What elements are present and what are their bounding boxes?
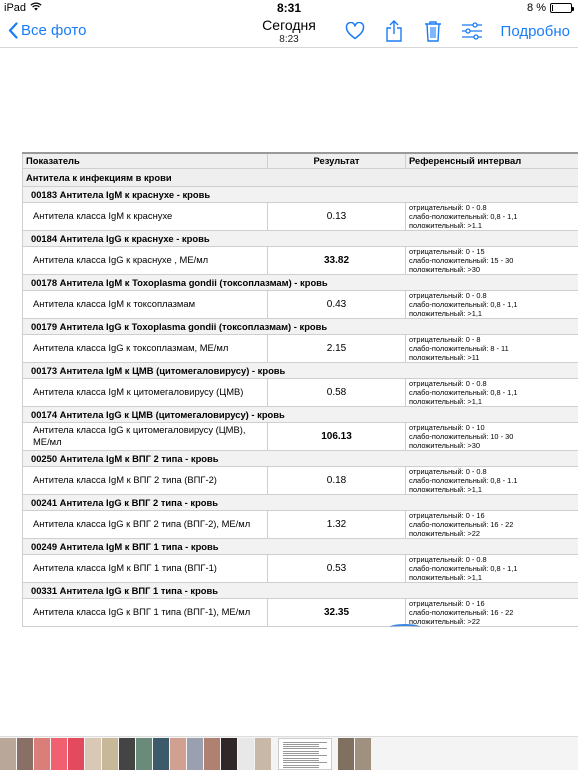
test-name: Антитела класса IgG к ВПГ 2 типа (ВПГ-2), МЕ/мл xyxy=(23,510,268,538)
lab-report xyxy=(22,152,578,627)
test-name: Антитела класса IgM к токсоплазмам xyxy=(23,290,268,318)
adjust-sliders-icon[interactable] xyxy=(461,20,483,42)
battery-percent: 8 % xyxy=(527,2,546,14)
table-header xyxy=(23,153,578,168)
table-row xyxy=(23,334,578,362)
test-group-title: 00179 Антитела IgG к Toxoplasma gondii (токсоплазмам) - кровь xyxy=(23,318,578,334)
test-result: 0.58 xyxy=(268,378,406,406)
reference-interval xyxy=(406,554,578,582)
test-group-row xyxy=(23,582,578,598)
section-row xyxy=(23,168,578,186)
reference-line: слабо-положительный: 8 - 11 xyxy=(409,343,509,353)
nav-actions xyxy=(327,20,570,42)
share-icon[interactable] xyxy=(383,20,405,42)
thumbnail[interactable] xyxy=(187,738,203,770)
reference-line: положительный: >1.1 xyxy=(409,220,482,230)
thumbnail[interactable] xyxy=(170,738,186,770)
reference-interval xyxy=(406,290,578,318)
test-group-title: 00174 Антитела IgG к ЦМВ (цитомегаловирусу) - кровь xyxy=(23,406,578,422)
thumbnail[interactable] xyxy=(204,738,220,770)
reference-interval xyxy=(406,510,578,538)
back-label: Все фото xyxy=(21,22,87,39)
test-group-row xyxy=(23,230,578,246)
device-name: iPad xyxy=(4,2,27,14)
thumbnail[interactable] xyxy=(136,738,152,770)
reference-line: отрицательный: 0 - 0.8 xyxy=(409,202,487,212)
reference-line: положительный: >1,1 xyxy=(409,308,482,318)
reference-line: положительный: >1,1 xyxy=(409,396,482,406)
thumbnail[interactable] xyxy=(255,738,271,770)
table-row xyxy=(23,378,578,406)
reference-line: отрицательный: 0 - 0.8 xyxy=(409,466,487,476)
reference-line: положительный: >30 xyxy=(409,440,480,450)
header-result: Результат xyxy=(268,153,406,168)
reference-interval xyxy=(406,598,578,626)
test-result: 0.18 xyxy=(268,466,406,494)
results-table xyxy=(22,152,578,627)
battery-icon xyxy=(550,3,572,13)
reference-line: отрицательный: 0 - 16 xyxy=(409,510,485,520)
reference-line: отрицательный: 0 - 0.8 xyxy=(409,378,487,388)
thumbnail[interactable] xyxy=(221,738,237,770)
scroll-indicator xyxy=(390,624,420,630)
test-group-row xyxy=(23,538,578,554)
reference-interval xyxy=(406,466,578,494)
reference-line: слабо-положительный: 0,8 - 1,1 xyxy=(409,387,518,397)
reference-line: отрицательный: 0 - 0.8 xyxy=(409,290,487,300)
test-result: 33.82 xyxy=(268,246,406,274)
test-group-title: 00331 Антитела IgG к ВПГ 1 типа - кровь xyxy=(23,582,578,598)
test-name: Антитела класса IgG к ВПГ 1 типа (ВПГ-1), МЕ/мл xyxy=(23,598,268,626)
nav-bar xyxy=(0,16,578,48)
reference-line: положительный: >22 xyxy=(409,616,480,626)
test-result: 0.43 xyxy=(268,290,406,318)
test-name: Антитела класса IgM к ВПГ 2 типа (ВПГ-2) xyxy=(23,466,268,494)
header-reference: Референсный интервал xyxy=(406,153,578,168)
thumbnail[interactable] xyxy=(338,738,354,770)
test-group-row xyxy=(23,186,578,202)
thumbnail[interactable] xyxy=(153,738,169,770)
test-result: 0.13 xyxy=(268,202,406,230)
test-group-row xyxy=(23,494,578,510)
reference-line: положительный: >30 xyxy=(409,264,480,274)
test-name: Антитела класса IgG к цитомегаловирусу (ЦМВ), МЕ/мл xyxy=(23,422,268,450)
page-subtitle: 8:23 xyxy=(279,34,299,45)
page-title: Сегодня xyxy=(262,17,316,33)
reference-line: слабо-положительный: 0,8 - 1,1 xyxy=(409,211,518,221)
reference-line: отрицательный: 0 - 10 xyxy=(409,422,485,432)
thumbnail[interactable] xyxy=(0,738,16,770)
test-group-row xyxy=(23,274,578,290)
reference-line: положительный: >11 xyxy=(409,352,480,362)
reference-line: слабо-положительный: 0,8 - 1,1 xyxy=(409,563,518,573)
thumbnail[interactable] xyxy=(102,738,118,770)
test-group-title: 00249 Антитела IgM к ВПГ 1 типа - кровь xyxy=(23,538,578,554)
reference-line: отрицательный: 0 - 8 xyxy=(409,334,481,344)
reference-line: слабо-положительный: 16 - 22 xyxy=(409,607,514,617)
test-group-row xyxy=(23,318,578,334)
reference-line: слабо-положительный: 0,8 - 1,1 xyxy=(409,299,518,309)
reference-line: слабо-положительный: 0,8 - 1.1 xyxy=(409,475,518,485)
thumbnail-strip[interactable] xyxy=(0,736,578,770)
reference-interval xyxy=(406,246,578,274)
header-indicator: Показатель xyxy=(23,153,268,168)
thumbnail[interactable] xyxy=(355,738,371,770)
test-group-row xyxy=(23,406,578,422)
test-group-row xyxy=(23,362,578,378)
reference-line: положительный: >22 xyxy=(409,528,480,538)
heart-icon[interactable] xyxy=(344,20,366,42)
reference-interval xyxy=(406,334,578,362)
table-row xyxy=(23,510,578,538)
reference-line: положительный: >1,1 xyxy=(409,484,482,494)
test-group-title: 00241 Антитела IgG к ВПГ 2 типа - кровь xyxy=(23,494,578,510)
thumbnail[interactable] xyxy=(34,738,50,770)
table-row xyxy=(23,466,578,494)
reference-line: отрицательный: 0 - 0.8 xyxy=(409,554,487,564)
test-group-title: 00250 Антитела IgM к ВПГ 2 типа - кровь xyxy=(23,450,578,466)
table-row xyxy=(23,554,578,582)
reference-line: слабо-положительный: 16 - 22 xyxy=(409,519,514,529)
thumbnail-selected[interactable] xyxy=(278,738,332,770)
test-group-title: 00178 Антитела IgM к Toxoplasma gondii (токсоплазмам) - кровь xyxy=(23,274,578,290)
section-title: Антитела к инфекциям в крови xyxy=(23,168,578,186)
table-row xyxy=(23,202,578,230)
thumbnail[interactable] xyxy=(119,738,135,770)
test-group-title: 00183 Антитела IgM к краснухе - кровь xyxy=(23,186,578,202)
trash-icon[interactable] xyxy=(422,20,444,42)
table-row xyxy=(23,290,578,318)
test-name: Антитела класса IgG к краснухе , МЕ/мл xyxy=(23,246,268,274)
test-name: Антитела класса IgM к краснухе xyxy=(23,202,268,230)
reference-line: слабо-положительный: 15 - 30 xyxy=(409,255,514,265)
details-button[interactable]: Подробно xyxy=(500,22,570,40)
table-row xyxy=(23,246,578,274)
reference-interval xyxy=(406,378,578,406)
clock: 8:31 xyxy=(276,1,302,15)
test-group-title: 00184 Антитела IgG к краснухе - кровь xyxy=(23,230,578,246)
thumbnail[interactable] xyxy=(238,738,254,770)
thumbnail[interactable] xyxy=(68,738,84,770)
status-bar xyxy=(0,0,578,16)
test-name: Антитела класса IgM к цитомегаловирусу (ЦМВ) xyxy=(23,378,268,406)
test-result: 32.35 xyxy=(268,598,406,626)
thumbnail[interactable] xyxy=(51,738,67,770)
table-row xyxy=(23,598,578,626)
test-group-title: 00173 Антитела IgM к ЦМВ (цитомегаловирусу) - кровь xyxy=(23,362,578,378)
reference-interval xyxy=(406,202,578,230)
test-result: 0.53 xyxy=(268,554,406,582)
reference-line: положительный: >1,1 xyxy=(409,572,482,582)
thumbnail[interactable] xyxy=(85,738,101,770)
reference-line: отрицательный: 0 - 15 xyxy=(409,246,485,256)
test-result: 2.15 xyxy=(268,334,406,362)
test-result: 1.32 xyxy=(268,510,406,538)
thumbnail[interactable] xyxy=(17,738,33,770)
reference-interval xyxy=(406,422,578,450)
test-name: Антитела класса IgM к ВПГ 1 типа (ВПГ-1) xyxy=(23,554,268,582)
table-row xyxy=(23,422,578,450)
test-name: Антитела класса IgG к токсоплазмам, МЕ/мл xyxy=(23,334,268,362)
reference-line: слабо-положительный: 10 - 30 xyxy=(409,431,514,441)
test-result: 106.13 xyxy=(268,422,406,450)
test-group-row xyxy=(23,450,578,466)
reference-line: отрицательный: 0 - 16 xyxy=(409,598,485,608)
